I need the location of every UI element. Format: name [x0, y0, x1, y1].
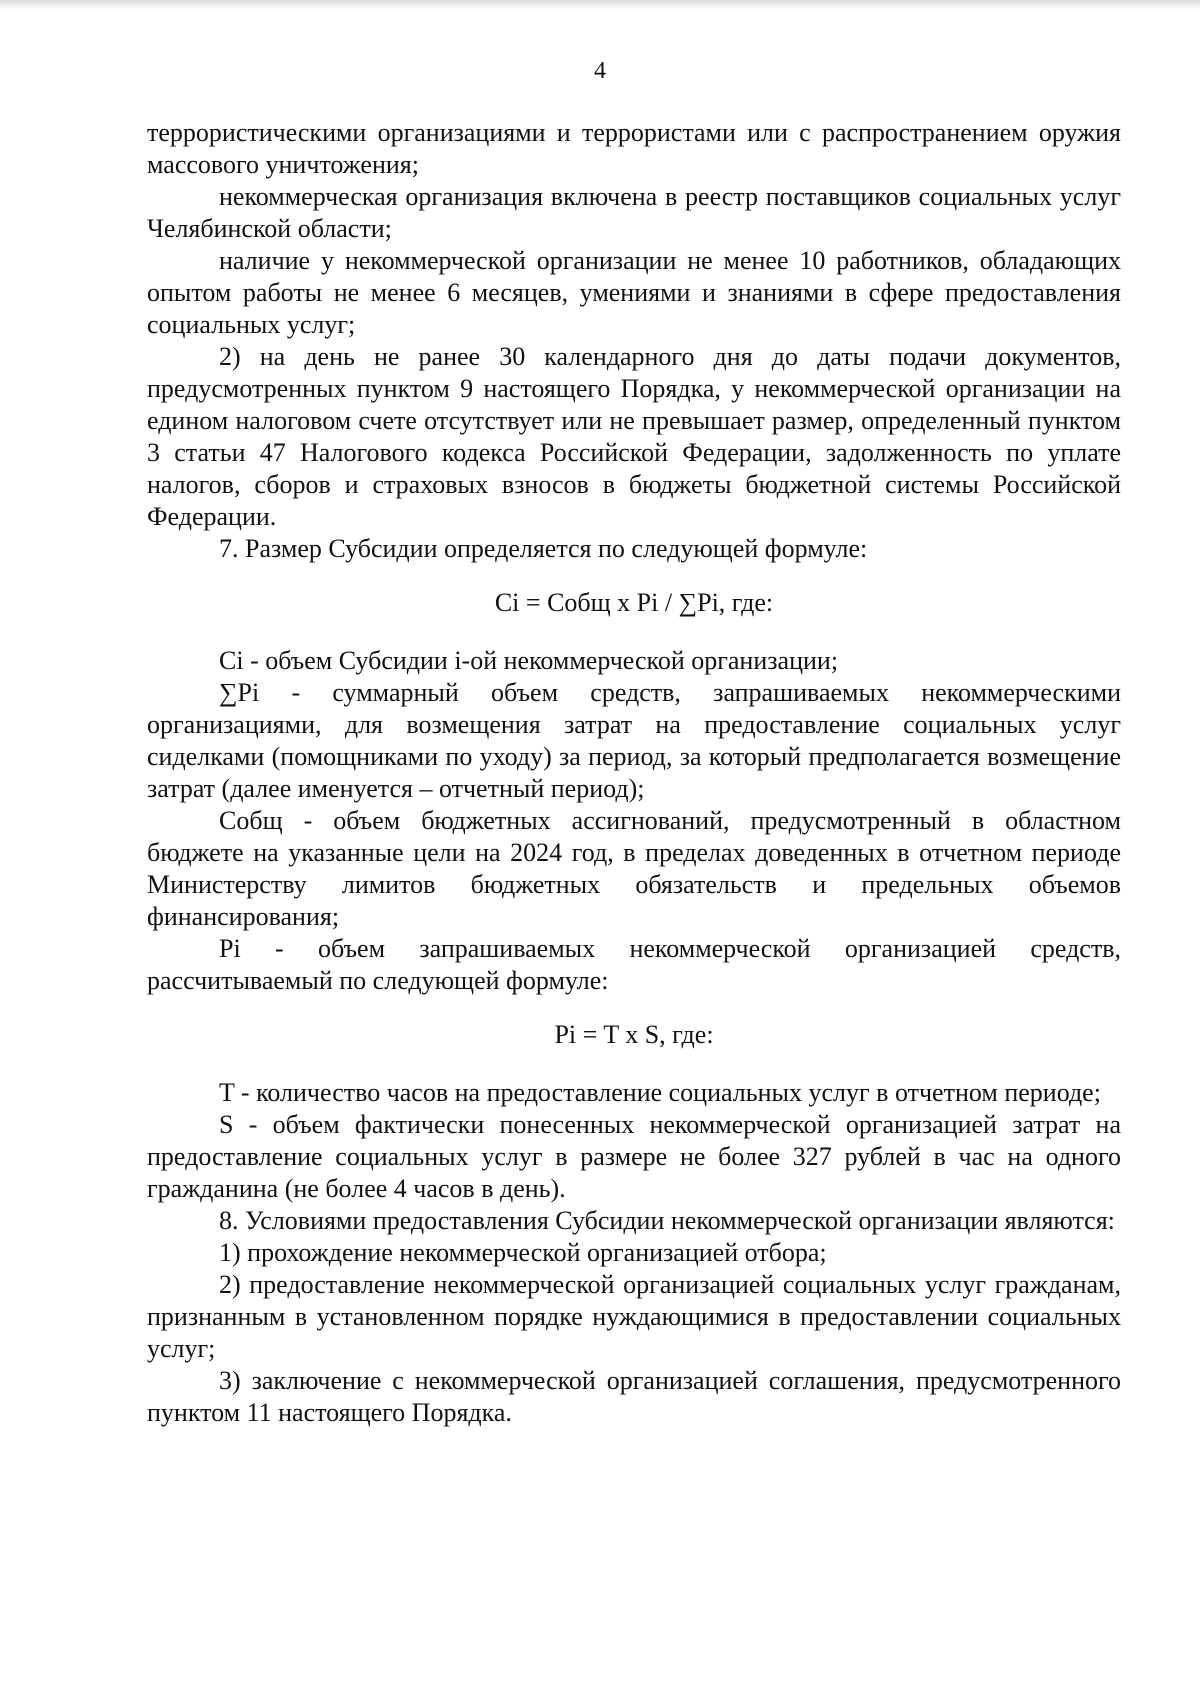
formula-subsidy: Ci = Cобщ x Pi / ∑Pi, где:	[494, 588, 774, 617]
paragraph-conditions: 8. Условиями предоставления Субсидии некоммерческой организации являются:	[219, 1206, 1115, 1235]
definition-cobsh: Cобщ - объем бюджетных ассигнований, предусмотренный в областном бюджете на указанные цели на 2024 год, в пределах доведенных в отчетном периоде Министерству лимитов бюджетных обязательств и предельных объемов финансирования;	[147, 806, 1121, 931]
condition-1: 1) прохождение некоммерческой организацией отбора;	[219, 1238, 827, 1267]
document-body	[147, 117, 1121, 1429]
paragraph-registry: некоммерческая организация включена в реестр поставщиков социальных услуг Челябинской области;	[147, 182, 1121, 243]
definition-t: T - количество часов на предоставление социальных услуг в отчетном периоде;	[219, 1078, 1101, 1107]
paragraph-employees: наличие у некоммерческой организации не менее 10 работников, обладающих опытом работы не менее 6 месяцев, умениями и знаниями в сфере предоставления социальных услуг;	[147, 246, 1121, 339]
condition-2: 2) предоставление некоммерческой организацией социальных услуг гражданам, признанным в установленном порядке нуждающимися в предоставлении социальных услуг;	[147, 1270, 1121, 1363]
paragraph-continuation: террористическими организациями и террористами или с распространением оружия массового уничтожения;	[147, 118, 1121, 179]
paragraph-tax-debt: 2) на день не ранее 30 календарного дня до даты подачи документов, предусмотренных пунктом 9 настоящего Порядка, у некоммерческой организации на едином налоговом счете отсутствует или не превышает размер, определенный пунктом 3 статьи 47 Налогового кодекса Российской Федерации, задолженность по уплате налогов, сборов и страховых взносов в бюджеты бюджетной системы Российской Федерации.	[147, 342, 1121, 531]
definition-pi: Pi - объем запрашиваемых некоммерческой организацией средств, рассчитываемый по следующей формуле:	[147, 934, 1121, 995]
definition-sum-pi: ∑Pi - суммарный объем средств, запрашиваемых некоммерческими организациями, для возмещения затрат на предоставление социальных услуг сиделками (помощниками по уходу) за период, за который предполагается возмещение затрат (далее именуется – отчетный период);	[147, 678, 1121, 803]
scan-edge	[0, 0, 1200, 10]
paragraph-subsidy-size: 7. Размер Субсидии определяется по следующей формуле:	[219, 534, 868, 563]
condition-3: 3) заключение с некоммерческой организацией соглашения, предусмотренного пунктом 11 настоящего Порядка.	[147, 1366, 1121, 1427]
formula-pi: Pi = T x S, где:	[554, 1020, 714, 1049]
definition-s: S - объем фактически понесенных некоммерческой организацией затрат на предоставление социальных услуг в размере не более 327 рублей в час на одного гражданина (не более 4 часов в день).	[147, 1110, 1121, 1203]
definition-ci: Ci - объем Субсидии i-ой некоммерческой организации;	[219, 646, 839, 675]
page-number: 4	[594, 58, 606, 84]
